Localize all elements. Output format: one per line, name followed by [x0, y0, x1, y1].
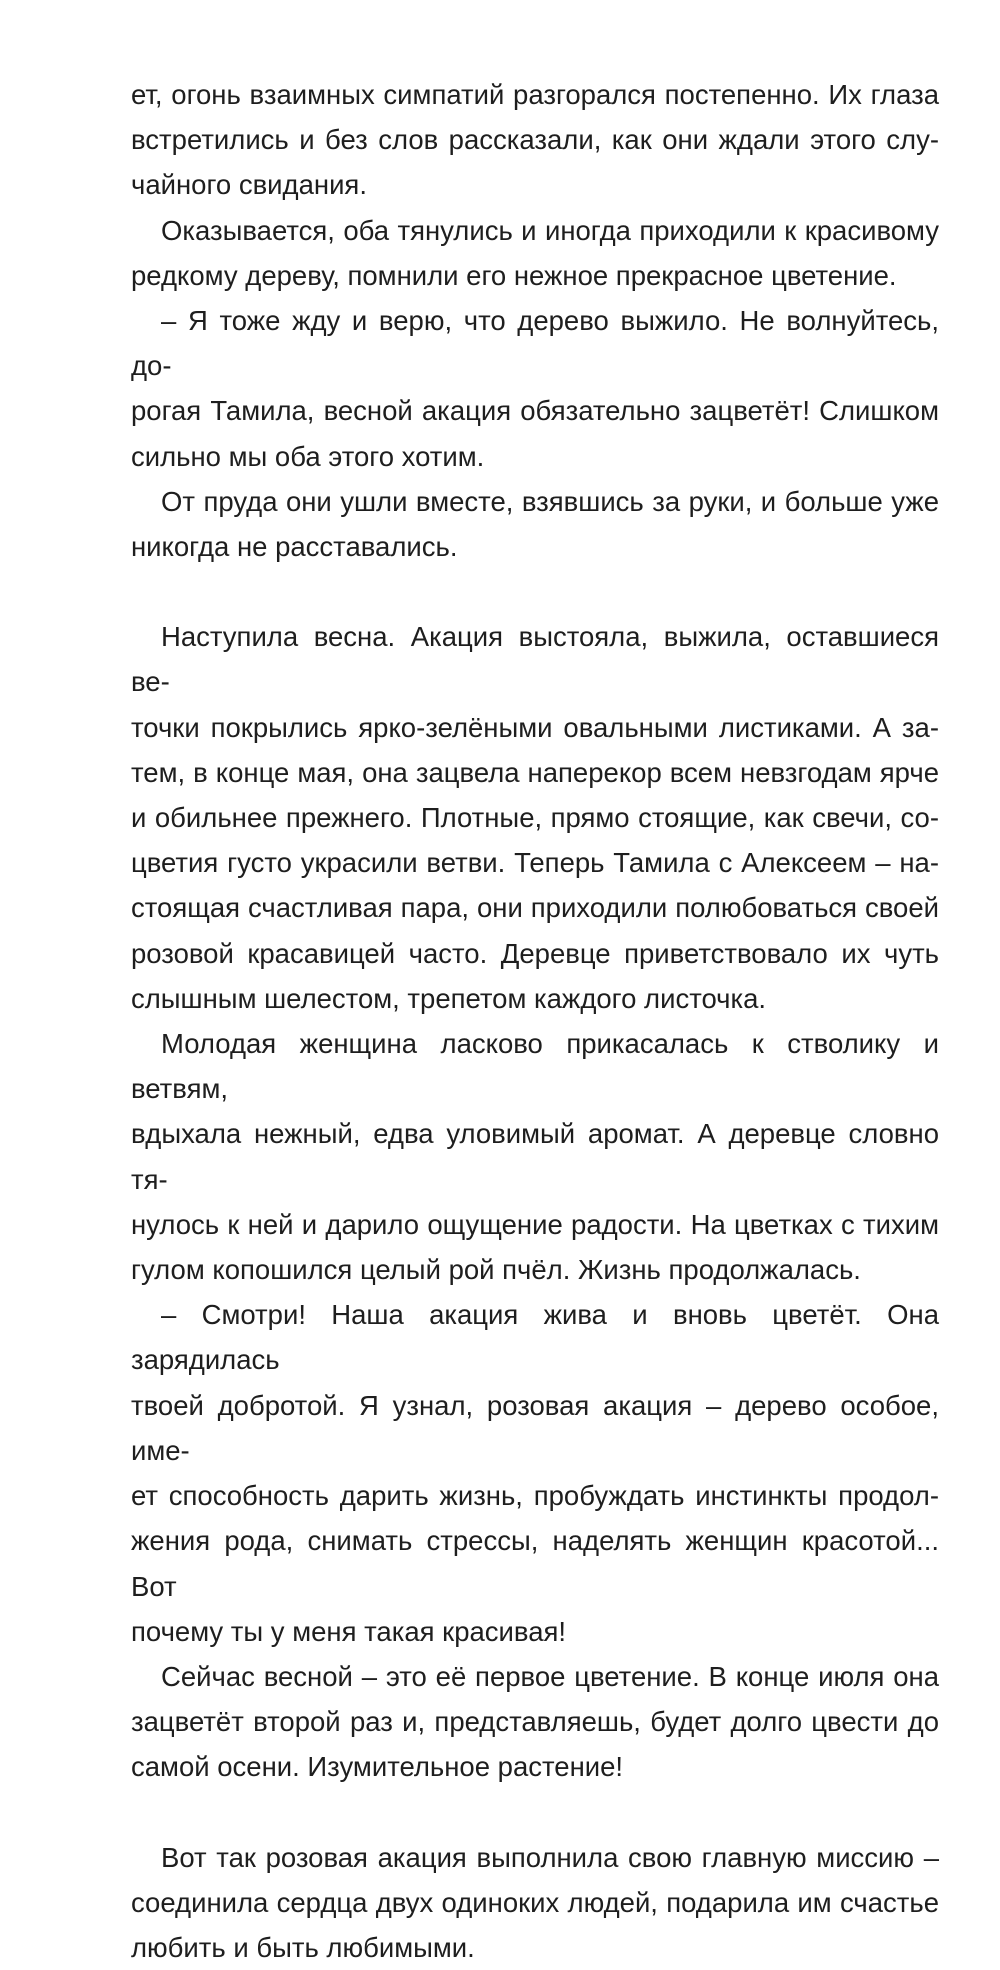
text-line: тем, в конце мая, она зацвела наперекор всем невзгодам ярче — [131, 756, 939, 788]
text-line: розовой красавицей часто. Деревце приветствовало их чуть — [131, 937, 939, 969]
text-line: любить и быть любимыми. — [131, 1931, 475, 1963]
text-line: никогда не расставались. — [131, 531, 458, 563]
text-line: чайного свидания. — [131, 169, 367, 201]
text-line: ет способность дарить жизнь, пробуждать инстинкты продол- — [131, 1480, 939, 1512]
text-line: стоящая счастливая пара, они приходили полюбоваться своей — [131, 892, 939, 924]
text-line: Оказывается, оба тянулись и иногда приходили к красивому — [161, 214, 939, 246]
text-line: гулом копошился целый рой пчёл. Жизнь продолжалась. — [131, 1254, 861, 1286]
paragraph — [131, 1021, 939, 1292]
text-line: ет, огонь взаимных симпатий разгорался постепенно. Их глаза — [131, 79, 939, 110]
text-line: и обильнее прежнего. Плотные, прямо стоящие, как свечи, со- — [131, 802, 939, 834]
paragraph — [131, 208, 939, 298]
paragraph — [131, 1292, 939, 1654]
text-line: Наступила весна. Акация выстояла, выжила, оставшиеся ве- — [131, 621, 939, 698]
section-break — [131, 569, 939, 614]
body-text — [131, 72, 939, 1970]
text-line: жения рода, снимать стрессы, наделять женщин красотой... Вот — [131, 1525, 939, 1602]
text-line: соединила сердца двух одиноких людей, подарила им счастье — [131, 1886, 939, 1918]
text-line: редкому дереву, помнили его нежное прекрасное цветение. — [131, 259, 897, 291]
text-line: От пруда они ушли вместе, взявшись за руки, и больше уже — [161, 485, 939, 517]
paragraph — [131, 1835, 939, 1970]
text-line: вдыхала нежный, едва уловимый аромат. А деревце словно тя- — [131, 1118, 939, 1195]
text-line: рогая Тамила, весной акация обязательно зацветёт! Слишком — [131, 395, 939, 427]
paragraph — [131, 72, 939, 208]
text-line: зацветёт второй раз и, представляешь, будет долго цвести до — [131, 1706, 939, 1738]
paragraph — [131, 298, 939, 479]
text-line: цветия густо украсили ветви. Теперь Тамила с Алексеем – на- — [131, 847, 939, 879]
section-break — [131, 1790, 939, 1835]
text-line: почему ты у меня такая красивая! — [131, 1615, 567, 1647]
text-line: – Смотри! Наша акация жива и вновь цветёт. Она зарядилась — [131, 1299, 939, 1376]
text-line: самой осени. Изумительное растение! — [131, 1751, 624, 1783]
paragraph — [131, 1654, 939, 1790]
text-line: Сейчас весной – это её первое цветение. В конце июля она — [161, 1660, 939, 1692]
text-line: нулось к ней и дарило ощущение радости. На цветках с тихим — [131, 1208, 939, 1240]
text-line: слышным шелестом, трепетом каждого листочка. — [131, 982, 767, 1014]
text-line: Молодая женщина ласково прикасалась к стволику и ветвям, — [131, 1028, 939, 1105]
text-line: твоей добротой. Я узнал, розовая акация – дерево особое, име- — [131, 1389, 939, 1466]
text-line: сильно мы оба этого хотим. — [131, 440, 485, 472]
text-line: встретились и без слов рассказали, как они ждали этого слу- — [131, 124, 939, 156]
text-line: Вот так розовая акация выполнила свою главную миссию – — [161, 1841, 939, 1873]
text-line: – Я тоже жду и верю, что дерево выжило. Не волнуйтесь, до- — [131, 305, 939, 382]
text-line: точки покрылись ярко-зелёными овальными листиками. А за- — [131, 711, 939, 743]
paragraph — [131, 479, 939, 569]
paragraph — [131, 614, 939, 1021]
